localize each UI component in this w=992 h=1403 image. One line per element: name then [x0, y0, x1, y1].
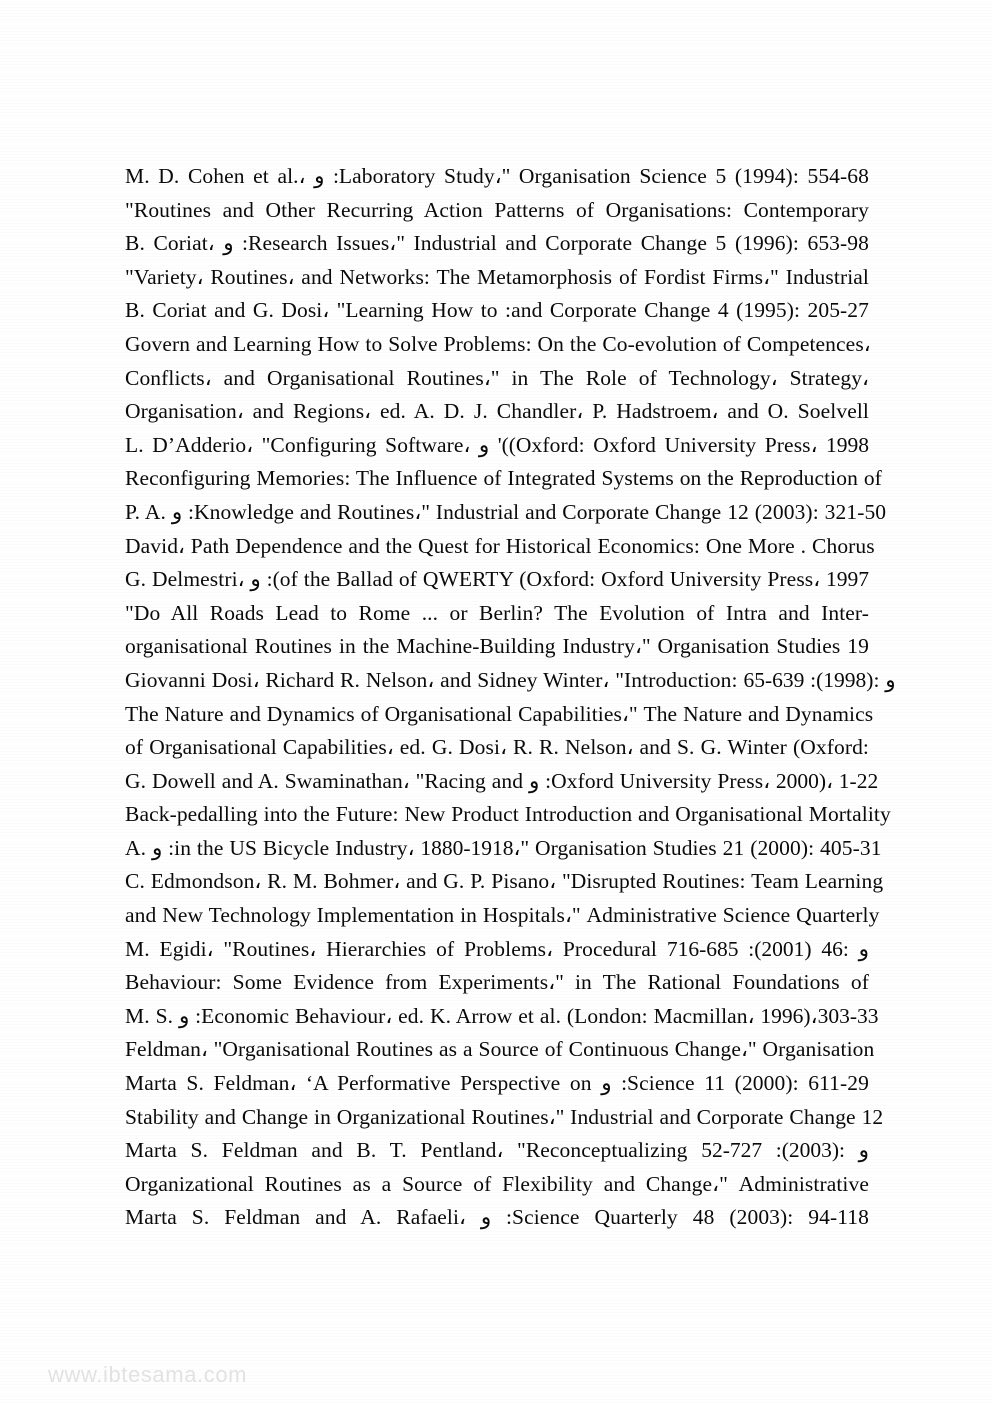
text-line: B. Coriat and G. Dosi، "Learning How to :and Corporate Change 4 (1995): 205-27 [125, 298, 869, 323]
bibliography-text-block [125, 160, 896, 1235]
text-line: Govern and Learning How to Solve Problems: On the Co-evolution of Competences، [125, 331, 871, 356]
text-line: B. Coriat، و :Research Issues،" Industrial and Corporate Change 5 (1996): 653-98 [125, 231, 869, 256]
text-line: Giovanni Dosi، Richard R. Nelson، and Sidney Winter، "Introduction: و :(1998): 639-65 [125, 667, 896, 692]
site-watermark: www.ibtesama.com [48, 1362, 248, 1387]
text-line: A. و :in the US Bicycle Industry، 1880-1918،" Organisation Studies 21 (2000): 405-31 [125, 835, 882, 860]
text-line: Reconfiguring Memories: The Influence of Integrated Systems on the Reproduction of [125, 466, 882, 491]
text-line: G. Dowell and A. Swaminathan، "Racing and و :Oxford University Press، 2000)، 1-22 [125, 768, 879, 793]
text-line: "Do All Roads Lead to Rome ... or Berlin? The Evolution of Intra and Inter- [125, 600, 869, 625]
text-line: of Organisational Capabilities، ed. G. Dosi، R. R. Nelson، and S. G. Winter (Oxford: [125, 735, 869, 760]
text-line: organisational Routines in the Machine-Building Industry،" Organisation Studies 19 [125, 634, 869, 659]
text-line: and New Technology Implementation in Hospitals،" Administrative Science Quarterly [125, 903, 880, 928]
text-line: G. Delmestri، و :(of the Ballad of QWERTY (Oxford: Oxford University Press، 1997 [125, 567, 869, 592]
text-line: M. Egidi، "Routines، Hierarchies of Problems، Procedural و :46 (2001): 685-716 [125, 936, 869, 961]
text-line: "Variety، Routines، and Networks: The Metamorphosis of Fordist Firms،" Industrial [125, 264, 869, 289]
text-line: Marta S. Feldman and A. Rafaeli، و :Science Quarterly 48 (2003): 94-118 [125, 1205, 869, 1230]
text-line: Stability and Change in Organizational Routines،" Industrial and Corporate Change 12 [125, 1104, 884, 1129]
text-line: Behaviour: Some Evidence from Experiments،" in The Rational Foundations of [125, 970, 869, 995]
text-line: Marta S. Feldman، ‘A Performative Perspective on و :Science 11 (2000): 611-29 [125, 1071, 869, 1096]
text-line: Conflicts، and Organisational Routines،" in The Role of Technology، Strategy، [125, 365, 869, 390]
text-line: M. S. و :Economic Behaviour، ed. K. Arrow et al. (London: Macmillan، 1996)،303-33 [125, 1003, 879, 1028]
text-line: The Nature and Dynamics of Organisational Capabilities،" The Nature and Dynamics [125, 701, 874, 726]
text-line: L. D’Adderio، "Configuring Software، و '((Oxford: Oxford University Press، 1998 [125, 432, 869, 457]
text-line: Marta S. Feldman and B. T. Pentland، "Reconceptualizing و :(2003): 727-52 [125, 1138, 869, 1163]
text-line: David، Path Dependence and the Quest for Historical Economics: One More . Chorus [125, 533, 875, 558]
text-line: Organisation، and Regions، ed. A. D. J. Chandler، P. Hadstroem، and O. Soelvell [125, 399, 869, 424]
text-line: Feldman، "Organisational Routines as a Source of Continuous Change،" Organisation [125, 1037, 875, 1062]
text-line: Back-pedalling into the Future: New Product Introduction and Organisational Mortality [125, 802, 891, 827]
text-line: M. D. Cohen et al.، و :Laboratory Study،" Organisation Science 5 (1994): 554-68 [125, 164, 869, 188]
text-line: "Routines and Other Recurring Action Patterns of Organisations: Contemporary [125, 197, 869, 222]
text-line: P. A. و :Knowledge and Routines،" Industrial and Corporate Change 12 (2003): 321-50 [125, 499, 887, 524]
text-line: C. Edmondson، R. M. Bohmer، and G. P. Pisano، "Disrupted Routines: Team Learning [125, 869, 884, 894]
text-line: Organizational Routines as a Source of Flexibility and Change،" Administrative [125, 1171, 869, 1196]
